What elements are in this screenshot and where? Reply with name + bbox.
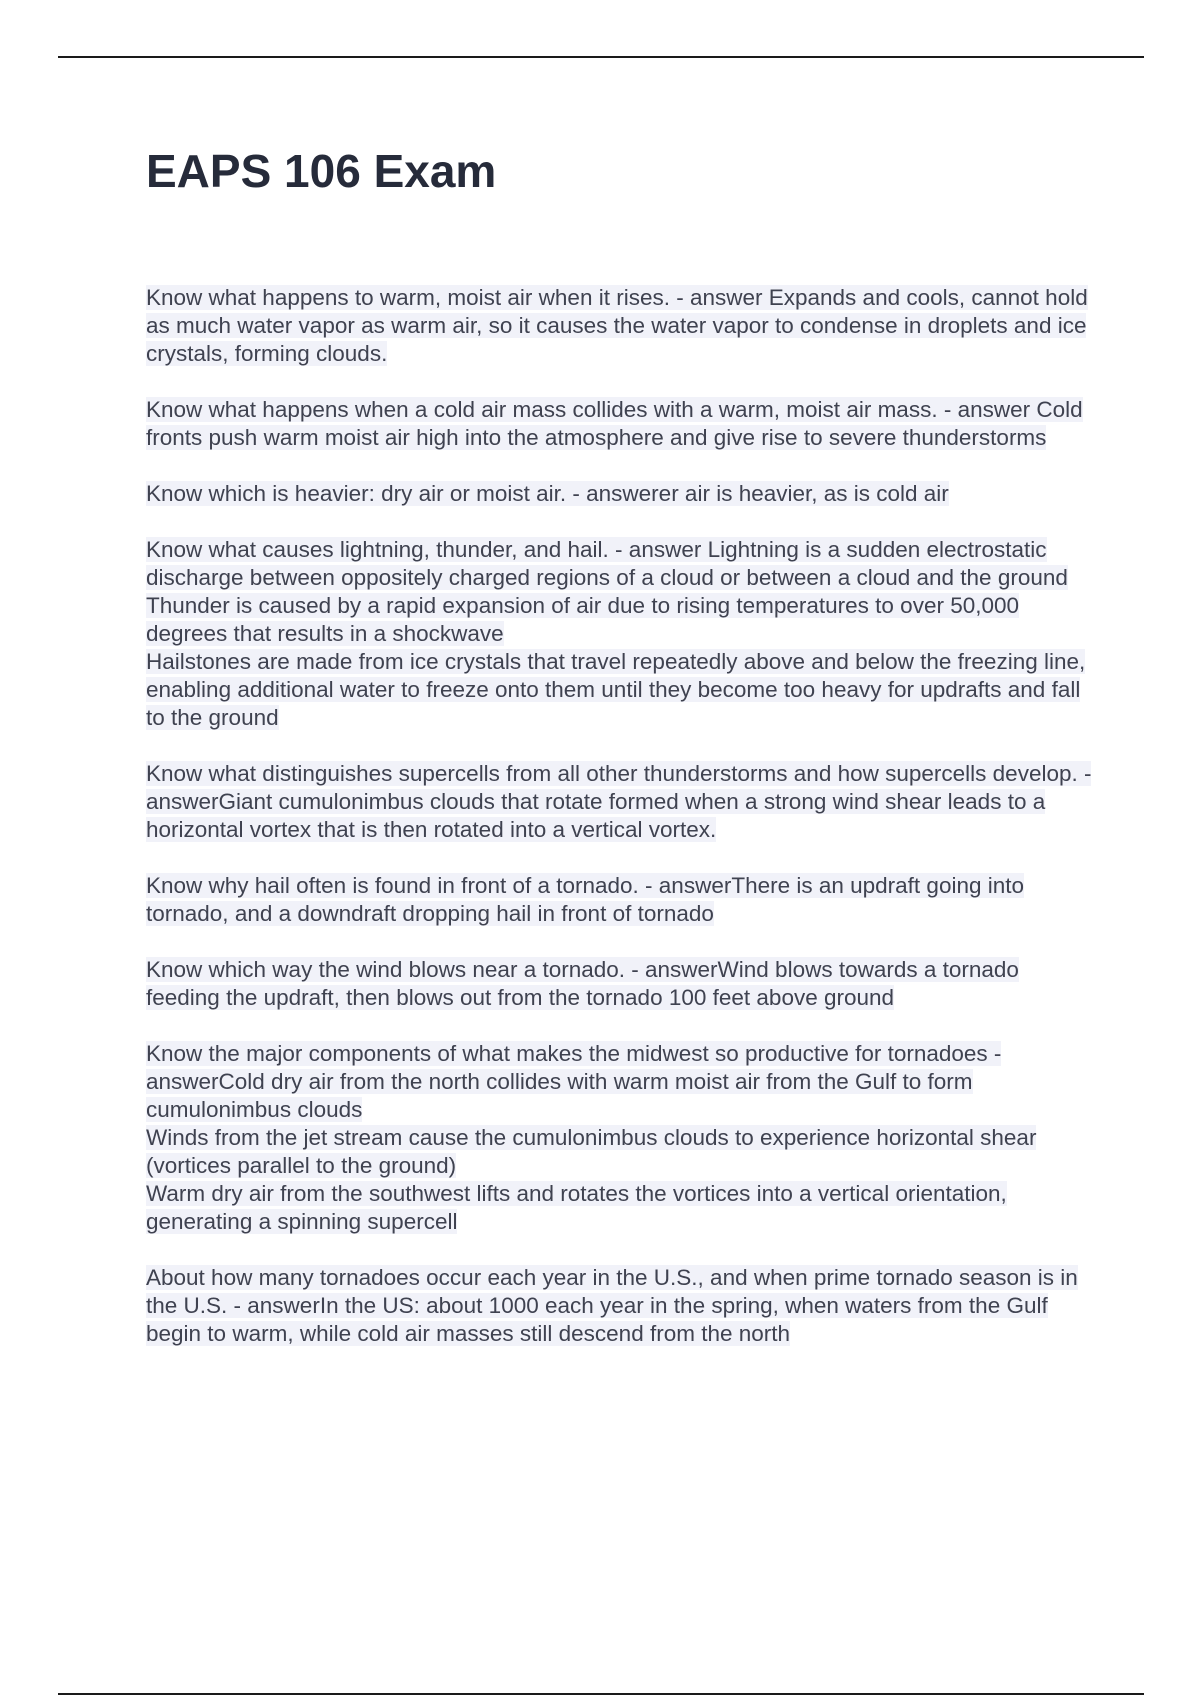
qa-item-4 <box>146 536 1096 732</box>
qa-text: Know what distinguishes supercells from all other thunderstorms and how supercells develop. - answerGiant cumulonimbus clouds that rotate formed when a strong wind shear leads to a horizontal vortex that is then rotated into a vertical vortex. <box>146 761 1092 842</box>
qa-text: Know the major components of what makes the midwest so productive for tornadoes - answerCold dry air from the north collides with warm moist air from the Gulf to form cumulonimbus clouds <box>146 1041 1002 1122</box>
qa-item-3 <box>146 480 1096 508</box>
qa-item-5 <box>146 760 1096 844</box>
qa-text: Thunder is caused by a rapid expansion of air due to rising temperatures to over 50,000 degrees that results in a shockwave <box>146 593 1020 646</box>
qa-text: Know what happens when a cold air mass collides with a warm, moist air mass. - answer Cold fronts push warm moist air high into the atmosphere and give rise to severe thunderstorms <box>146 397 1083 450</box>
bottom-rule <box>58 1693 1144 1695</box>
qa-text: Winds from the jet stream cause the cumulonimbus clouds to experience horizontal shear (vortices parallel to the ground) <box>146 1125 1037 1178</box>
qa-text: Know which is heavier: dry air or moist air. - answerer air is heavier, as is cold air <box>146 481 949 506</box>
qa-text: Warm dry air from the southwest lifts and rotates the vortices into a vertical orientation, generating a spinning supercell <box>146 1181 1007 1234</box>
page-title: EAPS 106 Exam <box>146 145 497 197</box>
qa-item-9 <box>146 1264 1096 1348</box>
qa-text: About how many tornadoes occur each year in the U.S., and when prime tornado season is in the U.S. - answerIn the US: about 1000 each year in the spring, when waters from the Gulf begin to warm, while cold air masses still descend from the north <box>146 1265 1078 1346</box>
qa-text: Know why hail often is found in front of a tornado. - answerThere is an updraft going into tornado, and a downdraft dropping hail in front of tornado <box>146 873 1025 926</box>
qa-item-7 <box>146 956 1096 1012</box>
qa-text: Know what happens to warm, moist air when it rises. - answer Expands and cools, cannot hold as much water vapor as warm air, so it causes the water vapor to condense in droplets and ice crystals, forming clouds. <box>146 285 1088 366</box>
qa-list <box>146 284 1096 1376</box>
qa-text: Know what causes lightning, thunder, and hail. - answer Lightning is a sudden electrostatic discharge between oppositely charged regions of a cloud or between a cloud and the ground <box>146 537 1068 590</box>
top-rule <box>58 56 1144 58</box>
qa-item-1 <box>146 284 1096 368</box>
qa-item-8 <box>146 1040 1096 1236</box>
qa-item-2 <box>146 396 1096 452</box>
qa-text: Hailstones are made from ice crystals that travel repeatedly above and below the freezing line, enabling additional water to freeze onto them until they become too heavy for updrafts and fall to the ground <box>146 649 1086 730</box>
qa-item-6 <box>146 872 1096 928</box>
qa-text: Know which way the wind blows near a tornado. - answerWind blows towards a tornado feeding the updraft, then blows out from the tornado 100 feet above ground <box>146 957 1019 1010</box>
